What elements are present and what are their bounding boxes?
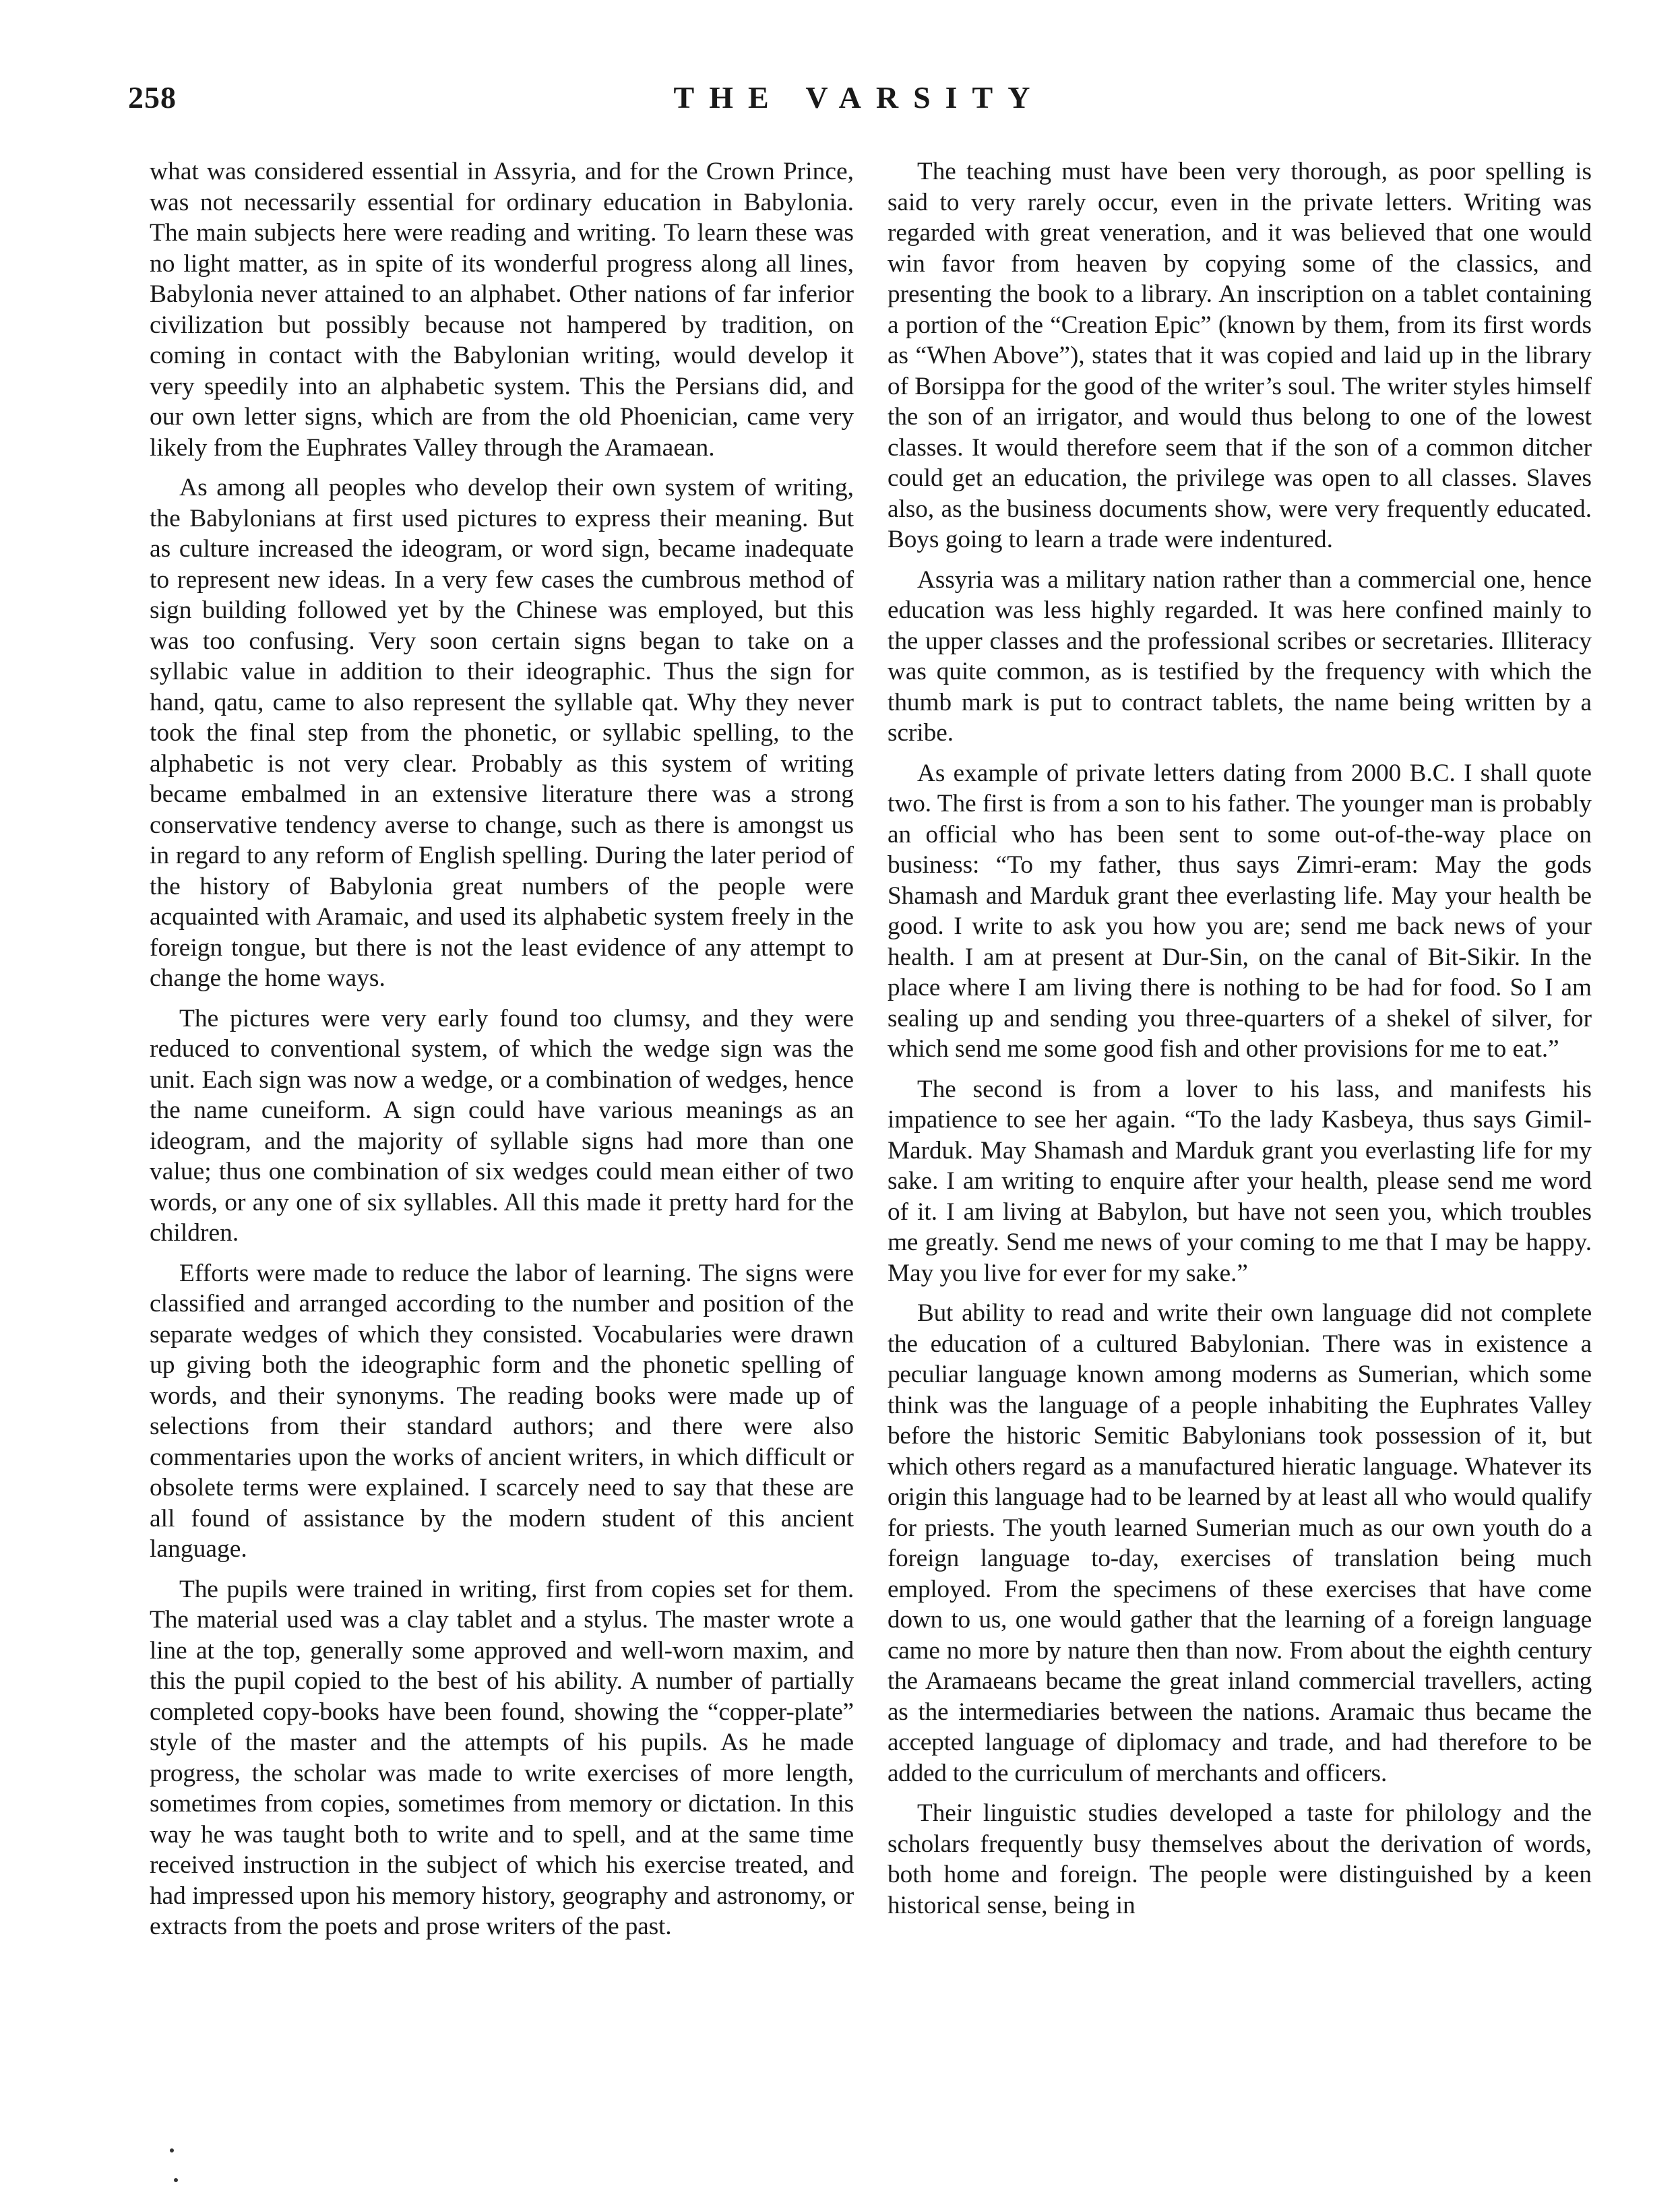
left-column	[150, 156, 854, 2111]
paragraph: The second is from a lover to his lass, and manifests his impatience to see her again. “To the lady Kasbeya, thus says Gimil-Marduk. May Shamash and Marduk grant you everlasting life for my sake. I am writing to enquire after your health, please send me word of it. I am living at Babylon, but have not seen you, which troubles me greatly. Send me news of your coming to me that I may be happy. May you live for ever for my sake.”	[888, 1075, 1592, 1287]
paragraph: The pictures were very early found too clumsy, and they were reduced to conventional system, of which the wedge sign was the unit. Each sign was now a wedge, or a combination of wedges, hence the name cuneiform. A sign could have various meanings as an ideogram, and the majority of syllable signs had more than one value; thus one combination of six wedges could mean either of two words, or any one of six syllables. All this made it pretty hard for the children.	[150, 1004, 854, 1247]
paragraph: Their linguistic studies developed a taste for philology and the scholars frequently busy themselves about the derivation of words, both home and foreign. The people were distinguished by a keen historical sense, being in	[888, 1799, 1592, 1919]
scan-speck	[170, 2148, 174, 2152]
running-title: THE VARSITY	[673, 80, 1045, 115]
paragraph: As among all peoples who develop their own system of writing, the Babylonians at first used pictures to express their meaning. But as culture increased the ideogram, or word sign, became inadequate to represent new ideas. In a very few cases the cumbrous method of sign building followed yet by the Chinese was employed, but this was too confusing. Very soon certain signs began to take on a syllabic value in addition to their ideographic. Thus the sign for hand, qatu, came to also represent the syllable qat. Why they never took the final step from the phonetic, or syllabic spelling, to the alphabetic is not very clear. Probably as this system of writing became embalmed in an extensive literature there was a strong conservative tendency averse to change, such as there is amongst us in regard to any reform of English spelling. During the later period of the history of Babylonia great numbers of the people were acquainted with Aramaic, and used its alphabetic system freely in the foreign tongue, but there is not the least evidence of any attempt to change the home ways.	[150, 474, 854, 992]
paragraph: Assyria was a military nation rather than a commercial one, hence education was less highly regarded. It was here confined mainly to the upper classes and the professional scribes or secretaries. Illiteracy was quite common, as is testified by the frequency with which the thumb mark is put to contract tablets, the name being written by a scribe.	[888, 565, 1592, 747]
paragraph: Efforts were made to reduce the labor of learning. The signs were classified and arranged according to the number and position of the separate wedges of which they consisted. Vocabularies were drawn up giving both the ideographic form and the phonetic spelling of words, and their synonyms. The reading books were made up of selections from their standard authors; and there were also commentaries upon the works of ancient writers, in which difficult or obsolete terms were explained. I scarcely need to say that these are all found of assistance by the modern student of this ancient language.	[150, 1259, 854, 1563]
paragraph: But ability to read and write their own language did not complete the education of a cultured Babylonian. There was in existence a peculiar language known among moderns as Sumerian, which some think was the language of a people inhabiting the Euphrates Valley before the historic Semitic Babylonians took possession of it, but which others regard as a manufactured hieratic language. Whatever its origin this language had to be learned by at least all who would qualify for priests. The youth learned Sumerian much as our own youth do a foreign language to-day, exercises of translation being much employed. From the specimens of these exercises that have come down to us, one would gather that the learning of a foreign language came no more by nature then than now. From about the eighth century the Aramaeans became the great inland commercial travellers, acting as the intermediaries between the nations. Aramaic thus became the accepted language of diplomacy and trade, and had therefore to be added to the curriculum of merchants and officers.	[888, 1299, 1592, 1787]
paragraph: The teaching must have been very thorough, as poor spelling is said to very rarely occur, even in the private letters. Writing was regarded with great veneration, and it was believed that one would win favor from heaven by copying some of the classics, and presenting the book to a library. An inscription on a tablet containing a portion of the “Creation Epic” (known by them, from its first words as “When Above”), states that it was copied and laid up in the library of Borsippa for the good of the writer’s soul. The writer styles himself the son of an irrigator, and would thus belong to one of the lowest classes. It would therefore seem that if the son of a common ditcher could get an education, the privilege was open to all classes. Slaves also, as the business documents show, were very frequently educated. Boys going to learn a trade were indentured.	[888, 158, 1592, 553]
page-number: 258	[128, 80, 177, 115]
paragraph: what was considered essential in Assyria, and for the Crown Prince, was not necessarily essential for ordinary education in Babylonia. The main subjects here were reading and writing. To learn these was no light matter, as in spite of its wonderful progress along all lines, Babylonia never attained to an alphabet. Other nations of far inferior civilization but possibly because not hampered by tradition, on coming in contact with the Babylonian writing, would develop it very speedily into an alphabetic system. This the Persians did, and our own letter signs, which are from the old Phoenician, came very likely from the Euphrates Valley through the Aramaean.	[150, 158, 854, 462]
paragraph: The pupils were trained in writing, first from copies set for them. The material used was a clay tablet and a stylus. The master wrote a line at the top, generally some approved and well-worn maxim, and this the pupil copied to the best of his ability. A number of partially completed copy-books have been found, showing the “copper-plate” style of the master and the attempts of his pupils. As he made progress, the scholar was made to write exercises of more length, sometimes from copies, sometimes from memory or dictation. In this way he was taught both to write and to spell, and at the same time received instruction in the subject of which his exercise treated, and had impressed upon his memory history, geography and astronomy, or extracts from the poets and prose writers of the past.	[150, 1575, 854, 1940]
page-header	[128, 80, 1590, 140]
right-column	[888, 156, 1592, 2111]
scan-speck	[174, 2178, 178, 2182]
paragraph: As example of private letters dating from 2000 B.C. I shall quote two. The first is from a son to his father. The younger man is probably an official who has been sent to some out-of-the-way place on business: “To my father, thus says Zimri-eram: May the gods Shamash and Marduk grant thee everlasting life. May your health be good. I write to ask you how you are; send me back news of your health. I am at present at Dur-Sin, on the canal of Bit-Sikir. In the place where I am living there is nothing to be had for food. So I am sealing up and sending you three-quarters of a shekel of silver, for which send me some good fish and other provisions for me to eat.”	[888, 759, 1592, 1063]
